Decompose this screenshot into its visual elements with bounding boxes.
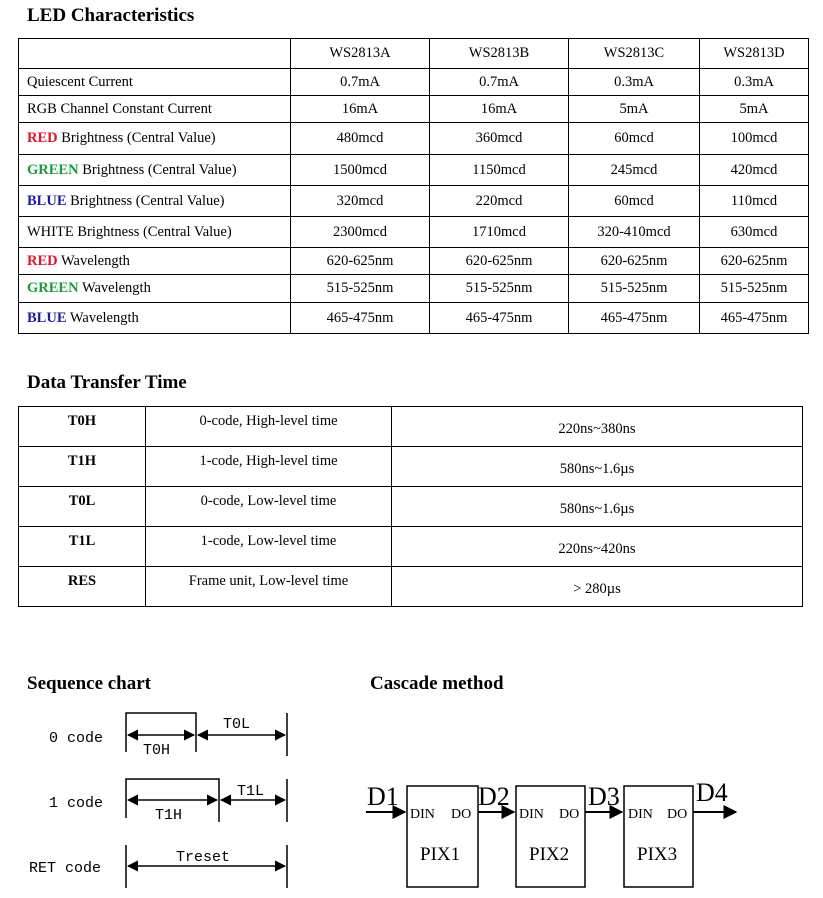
led-color-word: RED <box>27 252 58 269</box>
transfer-symbol: T0L <box>19 487 146 527</box>
ret-span-label: Treset <box>176 849 231 866</box>
led-value-cell: 515-525nm <box>569 275 700 303</box>
led-value-cell: 360mcd <box>430 123 569 155</box>
led-label-text: Brightness (Central Value) <box>57 130 216 146</box>
transfer-symbol: T1L <box>19 527 146 567</box>
transfer-description: Frame unit, Low-level time <box>146 567 392 607</box>
led-label-text: Wavelength <box>57 252 130 269</box>
led-value-cell: 465-475nm <box>569 303 700 334</box>
led-color-word: BLUE <box>27 192 67 209</box>
transfer-description: 0-code, High-level time <box>146 407 392 447</box>
code1-low-label: T1L <box>237 783 265 800</box>
pix2-din: DIN <box>519 807 544 822</box>
led-value-cell: 110mcd <box>700 186 809 217</box>
led-value-cell: 1710mcd <box>430 217 569 248</box>
pix2-box <box>516 786 585 887</box>
pix3-box <box>624 786 693 887</box>
transfer-time: 580ns~1.6µs <box>392 487 803 527</box>
sequence-1-code <box>49 779 287 824</box>
led-value-cell: 620-625nm <box>700 248 809 275</box>
led-value-cell: 5mA <box>700 96 809 123</box>
led-label-text: RGB Channel Constant Current <box>27 100 212 117</box>
led-label-text: Quiescent Current <box>27 73 133 90</box>
led-title: LED Characteristics <box>27 5 195 26</box>
led-value-cell: 100mcd <box>700 123 809 155</box>
led-label-text: Brightness (Central Value) <box>66 192 225 209</box>
led-label-text: Wavelength <box>66 309 139 326</box>
led-value-cell: 245mcd <box>569 155 700 186</box>
signal-d2: D2 <box>478 782 510 811</box>
led-value-cell: 465-475nm <box>291 303 430 334</box>
led-value-cell: 16mA <box>430 96 569 123</box>
led-value-cell: 320mcd <box>291 186 430 217</box>
led-value-cell: 620-625nm <box>430 248 569 275</box>
transfer-symbol: T1H <box>19 447 146 487</box>
pix2-label: PIX2 <box>529 844 570 865</box>
led-value-cell: 60mcd <box>569 123 700 155</box>
led-label-text: Wavelength <box>78 280 151 296</box>
led-value-cell: 0.3mA <box>700 69 809 96</box>
code1-label: 1 code <box>49 795 104 812</box>
led-value-cell: 515-525nm <box>430 275 569 303</box>
led-column-header: WS2813B <box>430 39 569 69</box>
pix1-din: DIN <box>410 807 435 822</box>
pix3-din: DIN <box>628 807 653 822</box>
cascade-diagram <box>366 778 736 887</box>
sequence-title: Sequence chart <box>27 673 152 694</box>
transfer-description: 0-code, Low-level time <box>146 487 392 527</box>
signal-d1: D1 <box>367 782 399 811</box>
code0-low-label: T0L <box>223 716 251 733</box>
pix1-do: DO <box>451 807 472 822</box>
led-value-cell: 60mcd <box>569 186 700 217</box>
led-column-header: WS2813A <box>291 39 430 69</box>
pix3-do: DO <box>667 807 688 822</box>
pix2-do: DO <box>559 807 580 822</box>
transfer-time: 220ns~420ns <box>392 527 803 567</box>
led-value-cell: 1500mcd <box>291 155 430 186</box>
led-value-cell: 16mA <box>291 96 430 123</box>
led-value-cell: 630mcd <box>700 217 809 248</box>
led-value-cell: 2300mcd <box>291 217 430 248</box>
signal-d4: D4 <box>696 778 728 807</box>
led-value-cell: 465-475nm <box>430 303 569 334</box>
transfer-description: 1-code, High-level time <box>146 447 392 487</box>
transfer-symbol: T0H <box>19 407 146 447</box>
led-value-cell: 1150mcd <box>430 155 569 186</box>
led-color-word: GREEN <box>27 161 79 178</box>
sequence-0-code <box>49 713 287 759</box>
transfer-time: 220ns~380ns <box>392 407 803 447</box>
led-value-cell: 620-625nm <box>291 248 430 275</box>
code0-high-label: T0H <box>143 742 171 759</box>
led-value-cell: 0.7mA <box>430 69 569 96</box>
led-value-cell: 620-625nm <box>569 248 700 275</box>
signal-d3: D3 <box>588 782 620 811</box>
sequence-ret-code <box>29 845 287 888</box>
led-color-word: RED <box>27 130 58 146</box>
pix1-box <box>407 786 478 887</box>
led-label-text: WHITE Brightness (Central Value) <box>27 223 232 240</box>
cascade-title: Cascade method <box>370 673 504 694</box>
transfer-symbol: RES <box>19 567 146 607</box>
led-column-header: WS2813C <box>569 39 700 69</box>
led-value-cell: 515-525nm <box>291 275 430 303</box>
led-value-cell: 5mA <box>569 96 700 123</box>
led-value-cell: 220mcd <box>430 186 569 217</box>
pix3-label: PIX3 <box>637 844 678 865</box>
led-value-cell: 480mcd <box>291 123 430 155</box>
led-value-cell: 465-475nm <box>700 303 809 334</box>
led-value-cell: 515-525nm <box>700 275 809 303</box>
code1-high-label: T1H <box>155 807 183 824</box>
transfer-description: 1-code, Low-level time <box>146 527 392 567</box>
led-column-header: WS2813D <box>700 39 809 69</box>
transfer-time: > 280µs <box>392 567 803 607</box>
led-label-text: Brightness (Central Value) <box>78 161 237 178</box>
pix1-label: PIX1 <box>420 844 461 865</box>
ret-label: RET code <box>29 860 102 877</box>
led-color-word: GREEN <box>27 280 79 296</box>
led-value-cell: 420mcd <box>700 155 809 186</box>
led-value-cell: 0.3mA <box>569 69 700 96</box>
led-value-cell: 320-410mcd <box>569 217 700 248</box>
transfer-time: 580ns~1.6µs <box>392 447 803 487</box>
transfer-title: Data Transfer Time <box>27 372 187 393</box>
code0-label: 0 code <box>49 730 104 747</box>
led-color-word: BLUE <box>27 309 67 326</box>
led-value-cell: 0.7mA <box>291 69 430 96</box>
